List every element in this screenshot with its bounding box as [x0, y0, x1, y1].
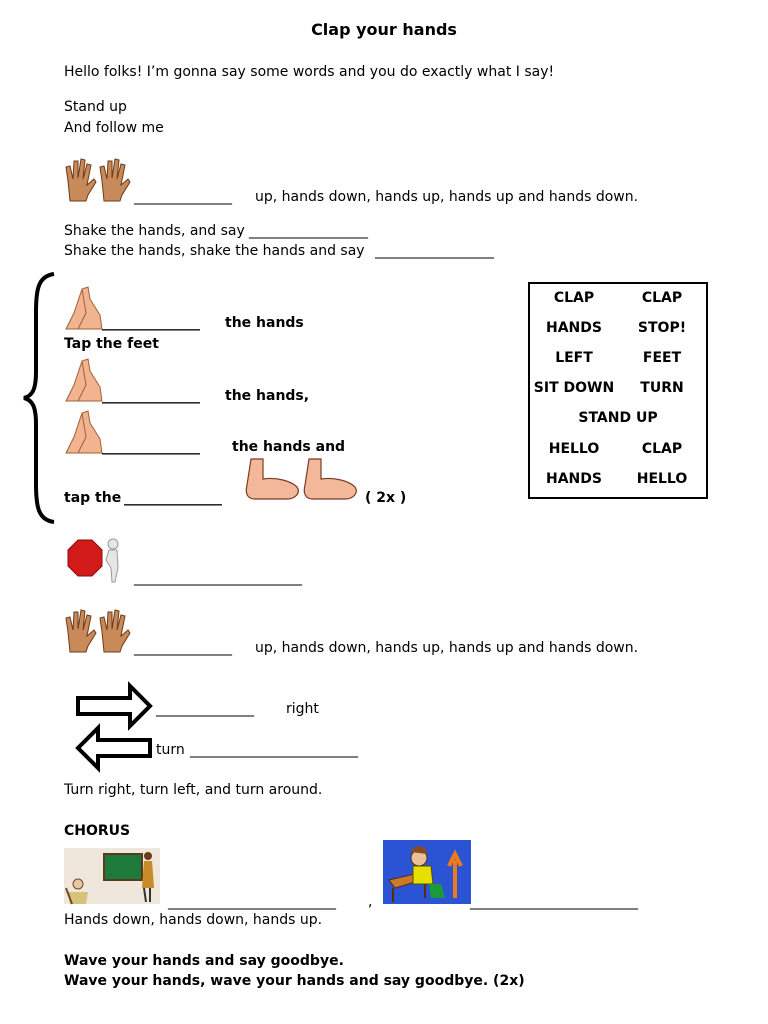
turn-text: turn [156, 742, 185, 758]
repeat-2x: ( 2x ) [365, 490, 407, 506]
word-box-item: CLAP [641, 290, 683, 306]
word-box-item: FEET [642, 350, 682, 366]
word-box-item: STOP! [637, 320, 687, 336]
blank-chorus-1: ________________________ [168, 894, 336, 910]
the-hands-comma-text: the hands, [225, 388, 310, 404]
feet-icon [243, 457, 359, 503]
stand-up-text: Stand up [64, 99, 127, 115]
blank-chorus-2: ________________________ [470, 894, 638, 910]
hands-up-line-2: up, hands down, hands up, hands up and hands down. [255, 640, 639, 656]
word-box-item: SIT DOWN [533, 380, 615, 396]
word-box-item: HANDS [546, 320, 602, 336]
shake-line-2: Shake the hands, shake the hands and say [64, 243, 365, 259]
word-box-item: HELLO [636, 471, 688, 487]
the-hands-and-text: the hands and [232, 439, 346, 455]
blank-right: ______________ [156, 701, 254, 717]
shake-line-1: Shake the hands, and say [64, 223, 245, 239]
clapping-hands-icon [64, 407, 104, 455]
the-hands-text: the hands [225, 315, 304, 331]
stop-sign-icon [64, 536, 124, 584]
blank-clap-1: ______________ [102, 315, 200, 331]
blank-4: ______________ [134, 640, 232, 656]
clapping-hands-icon [64, 355, 104, 403]
raised-hands-icon [64, 608, 132, 654]
tap-the-text: tap the [64, 490, 122, 506]
word-box-item: LEFT [555, 350, 593, 366]
clapping-hands-icon [64, 283, 104, 331]
blank-turn: ________________________ [190, 742, 358, 758]
word-box [528, 282, 708, 499]
sit-stand-picture [383, 840, 471, 904]
word-box-item: CLAP [553, 290, 595, 306]
blank-clap-2: ______________ [102, 388, 200, 404]
tap-the-feet-text: Tap the feet [64, 336, 159, 352]
right-text: right [286, 701, 319, 717]
curly-brace [22, 272, 58, 524]
hands-down-line: Hands down, hands down, hands up. [64, 912, 323, 928]
blank-clap-3: ______________ [102, 439, 200, 455]
word-box-item: HANDS [546, 471, 602, 487]
word-box-item: STAND UP [578, 410, 658, 426]
comma: , [368, 894, 373, 910]
left-right-arrows-icon [74, 684, 154, 776]
turn-line: Turn right, turn left, and turn around. [64, 782, 323, 798]
intro-text: Hello folks! I’m gonna say some words and you do exactly what I say! [64, 64, 555, 80]
blank-stop: ________________________ [134, 570, 302, 586]
wave-line-2: Wave your hands, wave your hands and say goodbye. (2x) [64, 973, 525, 989]
hands-up-line-1: up, hands down, hands up, hands up and hands down. [255, 189, 639, 205]
word-box-item: TURN [640, 380, 684, 396]
word-box-item: HELLO [548, 441, 600, 457]
blank-1: ______________ [134, 189, 232, 205]
follow-me-text: And follow me [64, 120, 164, 136]
chorus-heading: CHORUS [64, 823, 131, 839]
word-box-item: CLAP [641, 441, 683, 457]
page-title: Clap your hands [311, 20, 457, 39]
classroom-picture [64, 848, 160, 904]
blank-3: _________________ [375, 243, 494, 259]
blank-feet: ______________ [124, 490, 222, 506]
raised-hands-icon [64, 157, 132, 203]
wave-line-1: Wave your hands and say goodbye. [64, 953, 344, 969]
blank-2: _________________ [249, 223, 368, 239]
